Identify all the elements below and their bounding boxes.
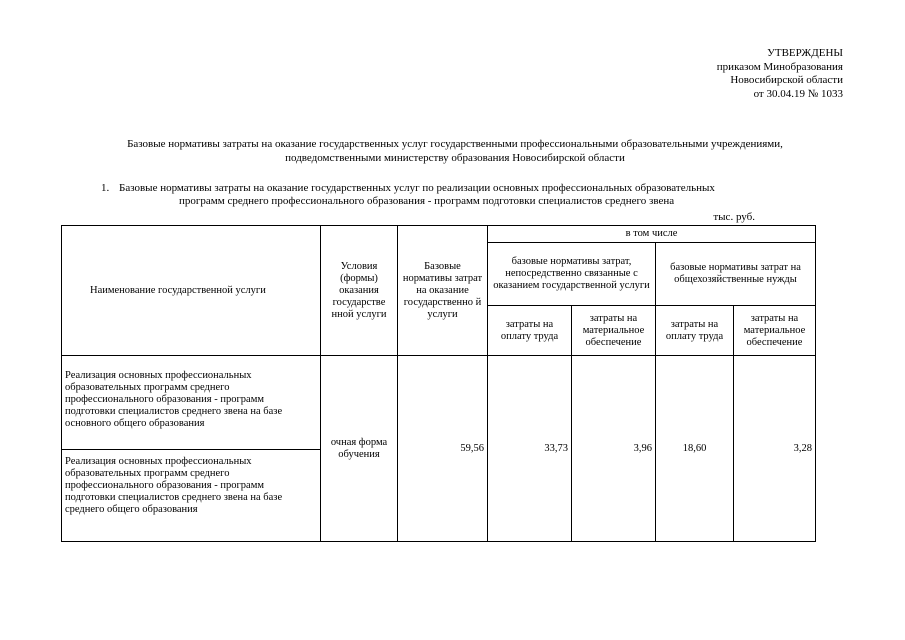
- header-direct-material: затраты на материальное обеспечение: [572, 306, 656, 356]
- norms-table: [61, 225, 816, 542]
- approval-title: УТВЕРЖДЕНЫ: [767, 47, 843, 59]
- service-row-2: Реализация основных профессиональных образовательных программ среднего профессионального образования - программ подготовки специалистов среднего звена на базе среднего общего образования: [62, 450, 321, 542]
- approval-region: Новосибирской области: [730, 74, 843, 86]
- header-service-name: Наименование государственной услуги: [62, 226, 321, 356]
- heading-line-1: Базовые нормативы затраты на оказание государственных услуг государственными профессиональными образовательными учреждениями,: [127, 138, 783, 150]
- header-direct-labor: затраты на оплату труда: [488, 306, 572, 356]
- header-base-norm: Базовые нормативы затрат на оказание государственно й услуги: [398, 226, 488, 356]
- cell-direct-material: 3,96: [572, 356, 656, 542]
- cell-base-norm: 59,56: [398, 356, 488, 542]
- cell-general-material: 3,28: [734, 356, 816, 542]
- header-general-material: затраты на материальное обеспечение: [734, 306, 816, 356]
- approval-date: от 30.04.19 № 1033: [753, 87, 843, 100]
- heading-line-2: подведомственными министерству образования Новосибирской области: [285, 151, 625, 164]
- section-line-1: Базовые нормативы затраты на оказание государственных услуг по реализации основных профессиональных образовательных: [119, 182, 715, 194]
- header-conditions: Условия (формы) оказания государстве нной услуги: [321, 226, 398, 356]
- approval-block: [717, 47, 843, 101]
- approval-order: приказом Минобразования: [716, 60, 843, 73]
- cell-general-labor: 18,60: [656, 356, 734, 542]
- header-direct-costs: базовые нормативы затрат, непосредственно связанные с оказанием государственной услуги: [488, 243, 656, 306]
- cell-direct-labor: 33,73: [488, 356, 572, 542]
- header-including: в том числе: [488, 226, 816, 243]
- units-label: тыс. руб.: [713, 211, 755, 223]
- header-general-labor: затраты на оплату труда: [656, 306, 734, 356]
- service-row-1: Реализация основных профессиональных образовательных программ среднего профессионального образования - программ подготовки специалистов среднего звена на базе основного общего образования: [62, 356, 321, 450]
- header-general-costs: базовые нормативы затрат на общехозяйственные нужды: [656, 243, 816, 306]
- section-number: 1.: [101, 182, 110, 194]
- document-heading: [40, 138, 870, 165]
- cell-condition: очная форма обучения: [321, 356, 398, 542]
- section-line-2: программ среднего профессионального образования - программ подготовки специалистов среднего звена: [179, 195, 675, 207]
